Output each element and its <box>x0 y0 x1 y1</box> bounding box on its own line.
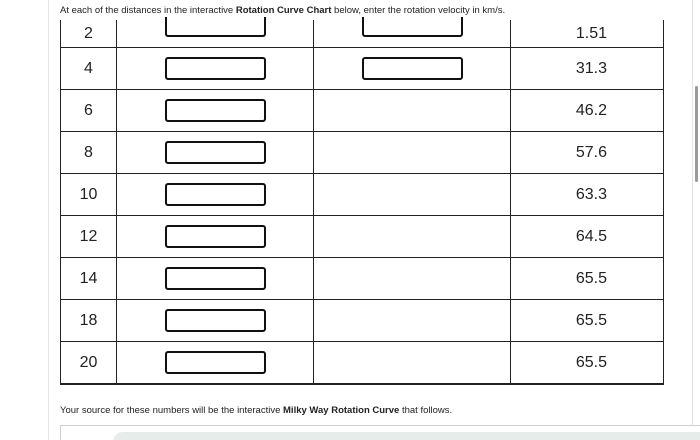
distance-cell: 18 <box>61 300 117 342</box>
rotation-velocity-table <box>60 20 664 385</box>
velocity-input[interactable] <box>165 17 266 37</box>
velocity-cell: 64.5 <box>511 216 664 258</box>
velocity-input-cell <box>314 48 511 90</box>
source-name-bold: Milky Way Rotation Curve <box>283 405 400 416</box>
rotation-table-container <box>60 0 700 395</box>
distance-cell: 14 <box>61 258 117 300</box>
velocity-input-cell <box>117 132 314 174</box>
velocity-input[interactable] <box>362 57 463 80</box>
table-row <box>61 300 664 342</box>
velocity-cell: 57.6 <box>511 132 664 174</box>
table-row <box>61 174 664 216</box>
velocity-input-cell <box>117 20 314 48</box>
content-left-border <box>48 0 49 440</box>
velocity-input-cell <box>314 20 511 48</box>
velocity-input[interactable] <box>165 57 266 80</box>
velocity-cell: 63.3 <box>511 174 664 216</box>
chart-name-bold: Rotation Curve Chart <box>235 5 332 16</box>
empty-cell <box>314 174 511 216</box>
distance-cell: 20 <box>61 342 117 385</box>
empty-cell <box>314 258 511 300</box>
table-row <box>61 258 664 300</box>
velocity-input-cell <box>117 216 314 258</box>
velocity-cell: 31.3 <box>511 48 664 90</box>
velocity-input[interactable] <box>165 351 266 374</box>
velocity-input-cell <box>117 258 314 300</box>
instructions-text: At each of the distances in the interactive Rotation Curve Chart below, enter the rotation velocity in km/s. <box>60 5 506 16</box>
velocity-input[interactable] <box>165 267 266 290</box>
empty-cell <box>314 132 511 174</box>
table-row <box>61 48 664 90</box>
velocity-input[interactable] <box>362 17 463 37</box>
interactive-chart-header[interactable] <box>113 432 700 440</box>
velocity-cell: 65.5 <box>511 342 664 385</box>
velocity-input-cell <box>117 342 314 385</box>
table-row <box>61 342 664 385</box>
empty-cell <box>314 90 511 132</box>
empty-cell <box>314 342 511 385</box>
velocity-input-cell <box>117 48 314 90</box>
velocity-input-cell <box>117 90 314 132</box>
velocity-cell: 65.5 <box>511 300 664 342</box>
distance-cell: 2 <box>61 20 117 48</box>
distance-cell: 10 <box>61 174 117 216</box>
velocity-input[interactable] <box>165 309 266 332</box>
table-row <box>61 90 664 132</box>
distance-cell: 4 <box>61 48 117 90</box>
velocity-input[interactable] <box>165 183 266 206</box>
velocity-input[interactable] <box>165 225 266 248</box>
table-row <box>61 132 664 174</box>
velocity-cell: 1.51 <box>511 20 664 48</box>
velocity-input-cell <box>117 174 314 216</box>
table-row <box>61 20 664 48</box>
empty-cell <box>314 300 511 342</box>
source-note-text: Your source for these numbers will be the interactive Milky Way Rotation Curve that follows. <box>60 405 453 416</box>
velocity-cell: 46.2 <box>511 90 664 132</box>
velocity-cell: 65.5 <box>511 258 664 300</box>
velocity-input[interactable] <box>165 99 266 122</box>
table-row <box>61 216 664 258</box>
distance-cell: 6 <box>61 90 117 132</box>
distance-cell: 8 <box>61 132 117 174</box>
velocity-input[interactable] <box>165 141 266 164</box>
velocity-input-cell <box>117 300 314 342</box>
distance-cell: 12 <box>61 216 117 258</box>
empty-cell <box>314 216 511 258</box>
